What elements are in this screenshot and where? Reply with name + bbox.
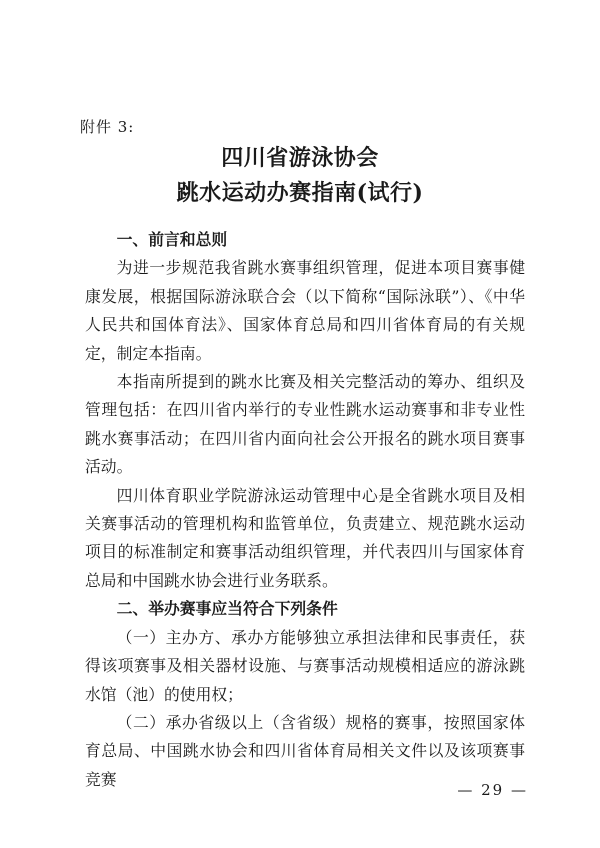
document-title-line-2: 跳水运动办赛指南(试行) (176, 180, 424, 206)
document-title-line-1: 四川省游泳协会 (221, 145, 379, 171)
paragraph: （一）主办方、承办方能够独立承担法律和民事责任，获得该项赛事及相关器材设施、与赛事活动规模相适应的游泳跳水馆（池）的使用权； (85, 627, 525, 704)
paragraph: 四川体育职业学院游泳运动管理中心是全省跳水项目及相关赛事活动的管理机构和监管单位，负责建立、规范跳水运动项目的标准制定和赛事活动组织管理，并代表四川与国家体育总局和中国跳水协会进行业务联系。 (85, 485, 525, 590)
paragraph: 本指南所提到的跳水比赛及相关完整活动的筹办、组织及管理包括：在四川省内举行的专业性跳水运动赛事和非专业性跳水赛事活动；在四川省内面向社会公开报名的跳水项目赛事活动。 (85, 372, 525, 477)
paragraph: （二）承办省级以上（含省级）规格的赛事，按照国家体育总局、中国跳水协会和四川省体育局相关文件以及该项赛事竞赛 (85, 712, 525, 789)
attachment-label: 附件 3: (80, 118, 135, 136)
section-heading-1: 一、前言和总则 (116, 230, 228, 249)
paragraph: 为进一步规范我省跳水赛事组织管理，促进本项目赛事健康发展，根据国际游泳联合会（以下简称“国际泳联”）、《中华人民共和国体育法》、国家体育总局和四川省体育局的有关规定，制定本指南。 (85, 258, 525, 363)
section-heading-2: 二、举办赛事应当符合下列条件 (116, 599, 338, 619)
document-body (85, 226, 525, 794)
page-number: — 29 — (457, 781, 528, 799)
